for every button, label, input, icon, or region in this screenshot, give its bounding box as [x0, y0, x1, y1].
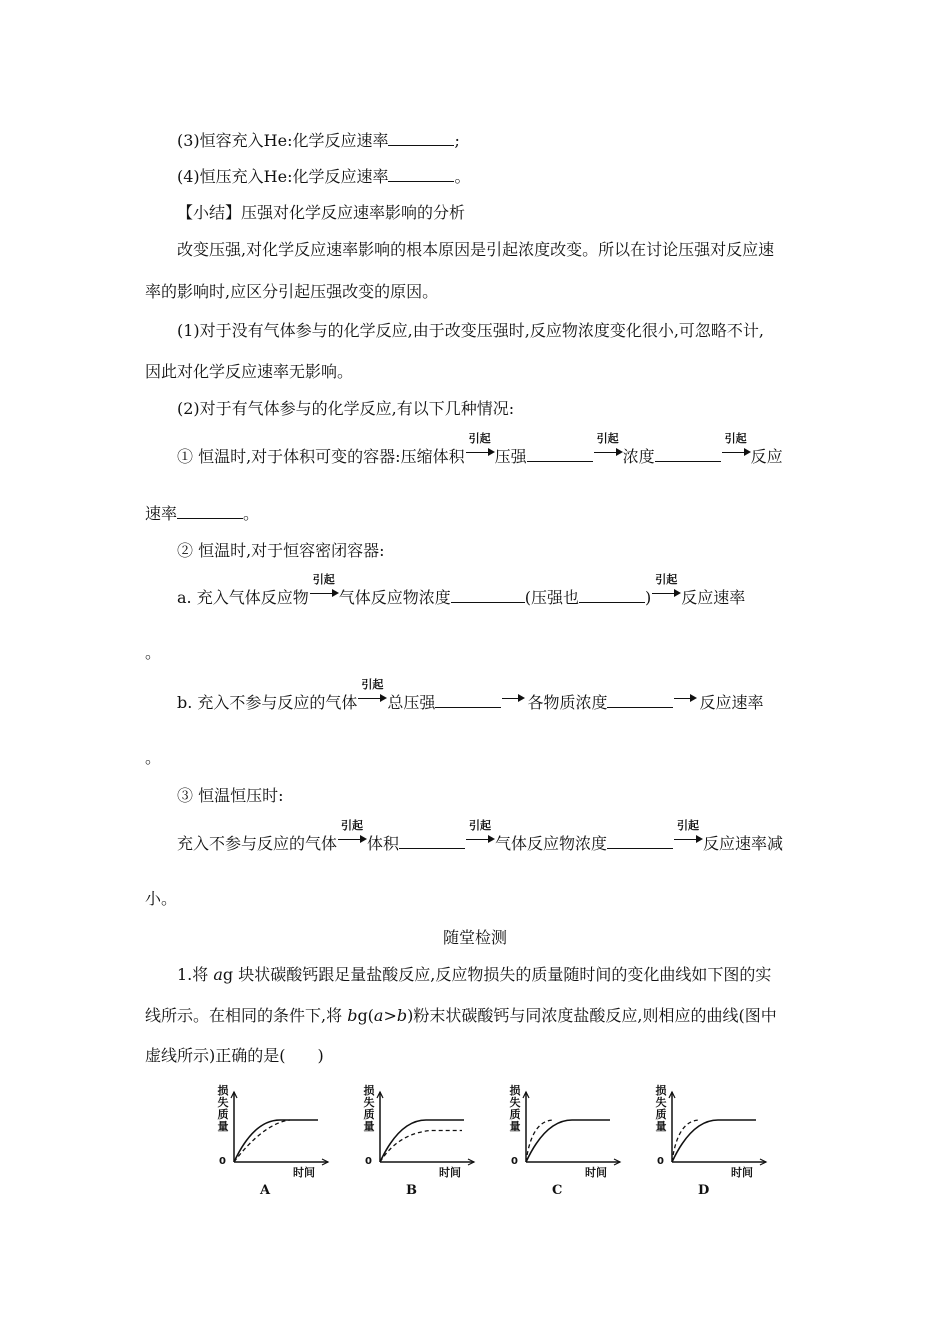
text: (3)恒容充入He:化学反应速率 — [177, 131, 389, 150]
solid-curve — [380, 1120, 464, 1162]
answer-blank[interactable] — [388, 130, 454, 146]
graph-option-c[interactable] — [508, 1080, 648, 1205]
answer-blank[interactable] — [177, 503, 243, 519]
origin-label: 0 — [511, 1156, 518, 1167]
option-label: D — [698, 1183, 710, 1198]
arrow-icon: 引起 — [465, 829, 495, 849]
case-3-title: ③ 恒温恒压时: — [177, 786, 284, 805]
answer-blank[interactable] — [655, 446, 721, 462]
case-2b-line: b. 充入不参与反应的气体 引起 总压强 各物质浓度 反应速率 — [177, 678, 764, 712]
option-label: C — [552, 1183, 563, 1198]
answer-blank[interactable] — [451, 587, 525, 603]
graph-svg — [508, 1080, 648, 1190]
line-4: (4)恒压充入He:化学反应速率 。 — [177, 167, 471, 186]
arrow-icon: 引起 — [673, 829, 703, 849]
arrow-icon: 引起 — [593, 442, 623, 462]
arrow-icon: 引起 — [309, 583, 339, 603]
dashed-curve — [526, 1120, 554, 1162]
x-axis-label: 时间 — [585, 1166, 607, 1179]
paragraph-line: (1)对于没有气体参与的化学反应,由于改变压强时,反应物浓度变化很小,可忽略不计, — [177, 321, 765, 340]
dashed-curve — [380, 1131, 462, 1163]
answer-blank[interactable] — [435, 692, 501, 708]
case-3-line: 充入不参与反应的气体 引起 体积 引起 气体反应物浓度 引起 反应速率减 — [177, 819, 784, 853]
arrow-icon — [673, 688, 699, 708]
case-1-line-cont: 速率 。 — [145, 504, 260, 523]
arrow-icon: 引起 — [357, 688, 387, 708]
solid-curve — [234, 1120, 318, 1162]
answer-blank[interactable] — [607, 692, 673, 708]
answer-blank[interactable] — [527, 446, 593, 462]
graph-svg — [216, 1080, 356, 1190]
section-title: 随堂检测 — [443, 928, 508, 947]
graph-option-a[interactable] — [216, 1080, 356, 1205]
graph-svg — [362, 1080, 502, 1190]
arrow-icon: 引起 — [337, 829, 367, 849]
answer-blank[interactable] — [579, 587, 645, 603]
question-1-line-2: 线所示。在相同的条件下,将 bg(a>b)粉末状碳酸钙与同浓度盐酸反应,则相应的曲线(图中 — [145, 1006, 777, 1025]
paragraph-line: 因此对化学反应速率无影响。 — [145, 362, 354, 381]
case-3-end: 小。 — [145, 889, 178, 908]
case-2a-end: 。 — [145, 643, 162, 662]
arrow-icon — [501, 688, 527, 708]
question-1-line-3: 虚线所示)正确的是( ) — [145, 1046, 324, 1065]
arrow-icon: 引起 — [721, 442, 751, 462]
arrow-icon: 引起 — [465, 442, 495, 462]
option-label: B — [406, 1183, 417, 1198]
option-label: A — [260, 1183, 271, 1198]
text: (4)恒压充入He:化学反应速率 — [177, 167, 389, 186]
origin-label: 0 — [657, 1156, 664, 1167]
graph-svg — [654, 1080, 794, 1190]
question-1-line-1: 1.将 ag 块状碳酸钙跟足量盐酸反应,反应物损失的质量随时间的变化曲线如下图的实 — [177, 965, 772, 984]
dashed-curve — [672, 1120, 700, 1162]
paragraph-line: 率的影响时,应区分引起压强改变的原因。 — [145, 282, 439, 301]
y-axis-label: 损失质量 — [655, 1084, 667, 1133]
paragraph-line: 改变压强,对化学反应速率影响的根本原因是引起浓度改变。所以在讨论压强对反应速 — [177, 240, 775, 259]
summary-title: 【小结】压强对化学反应速率影响的分析 — [177, 203, 466, 222]
arrow-icon: 引起 — [651, 583, 681, 603]
x-axis-label: 时间 — [439, 1166, 461, 1179]
x-axis-label: 时间 — [293, 1166, 315, 1179]
origin-label: 0 — [219, 1156, 226, 1167]
y-axis-label: 损失质量 — [363, 1084, 375, 1133]
line-3: (3)恒容充入He:化学反应速率 ; — [177, 131, 460, 150]
answer-blank[interactable] — [607, 833, 673, 849]
x-axis-label: 时间 — [731, 1166, 753, 1179]
origin-label: 0 — [365, 1156, 372, 1167]
graph-option-d[interactable] — [654, 1080, 794, 1205]
y-axis-label: 损失质量 — [509, 1084, 521, 1133]
case-2-title: ② 恒温时,对于恒容密闭容器: — [177, 541, 385, 560]
case-2b-end: 。 — [145, 748, 162, 767]
case-2a-line: a. 充入气体反应物 引起 气体反应物浓度 (压强也 ) 引起 反应速率 — [177, 573, 746, 607]
y-axis-label: 损失质量 — [217, 1084, 229, 1133]
answer-blank[interactable] — [399, 833, 465, 849]
paragraph-line: (2)对于有气体参与的化学反应,有以下几种情况: — [177, 399, 515, 418]
answer-blank[interactable] — [388, 166, 454, 182]
case-1-line: ① 恒温时,对于体积可变的容器:压缩体积 引起 压强 引起 浓度 引起 反应 — [177, 432, 783, 466]
graph-option-b[interactable] — [362, 1080, 502, 1205]
